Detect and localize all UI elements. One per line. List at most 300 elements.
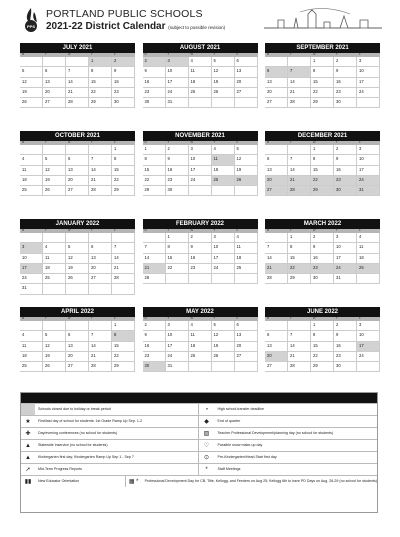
week-row	[265, 233, 380, 243]
week-row	[143, 88, 258, 98]
day-cell: 6	[66, 331, 89, 341]
day-cell	[20, 57, 43, 67]
weekday-label: W	[68, 141, 71, 144]
legend-symbol: ▮▮	[24, 479, 32, 485]
day-cell	[143, 233, 166, 243]
day-cell	[66, 145, 89, 155]
day-cell	[265, 145, 288, 155]
day-cell: 9	[189, 243, 212, 253]
day-cell: 14	[265, 254, 288, 264]
legend-text: Schools closed due to holiday or break period	[38, 407, 111, 411]
day-cell: 22	[311, 88, 334, 98]
day-cell	[235, 274, 258, 284]
day-cell: 5	[43, 155, 66, 165]
day-cell	[66, 284, 89, 294]
day-cell: 29	[112, 362, 135, 372]
weekday-label: T	[45, 141, 47, 144]
day-cell: 10	[357, 67, 380, 77]
day-cell	[89, 145, 112, 155]
weekday-label: F	[114, 53, 116, 56]
day-cell	[288, 145, 311, 155]
day-cell: 15	[166, 254, 189, 264]
weekday-label: T	[91, 229, 93, 232]
day-cell: 29	[112, 186, 135, 196]
week-row	[265, 362, 380, 372]
day-cell: 24	[189, 176, 212, 186]
day-cell: 18	[212, 166, 235, 176]
day-cell: 31	[166, 362, 189, 372]
day-cell	[288, 321, 311, 331]
day-cell: 2	[143, 57, 166, 67]
week-row	[20, 88, 135, 98]
day-cell: 20	[265, 176, 288, 186]
day-cell: 30	[334, 186, 357, 196]
day-cell: 29	[311, 362, 334, 372]
day-cell: 10	[166, 67, 189, 77]
day-cell: 24	[212, 264, 235, 274]
week-row	[265, 342, 380, 352]
week-row	[20, 352, 135, 362]
day-cell	[212, 362, 235, 372]
day-cell: 15	[288, 254, 311, 264]
day-cell: 31	[20, 284, 43, 294]
day-cell: 16	[166, 166, 189, 176]
day-cell	[66, 233, 89, 243]
day-cell: 9	[334, 155, 357, 165]
day-cell	[89, 233, 112, 243]
legend-row	[21, 403, 377, 415]
day-cell	[20, 145, 43, 155]
day-cell: 30	[112, 98, 135, 108]
day-cell: 29	[288, 274, 311, 284]
day-cell: 18	[235, 254, 258, 264]
month-calendar	[20, 219, 135, 295]
day-cell: 4	[212, 145, 235, 155]
weekday-label: F	[236, 317, 239, 320]
day-cell: 13	[89, 254, 112, 264]
day-cell: 8	[311, 155, 334, 165]
weekday-label: M	[144, 229, 147, 232]
day-cell: 13	[66, 342, 89, 352]
legend-text: Mid-Term Progress Reports	[38, 467, 82, 471]
day-cell: 29	[89, 98, 112, 108]
day-cell: 16	[143, 342, 166, 352]
day-cell: 15	[112, 166, 135, 176]
day-cell: 16	[334, 78, 357, 88]
day-cell: 16	[112, 78, 135, 88]
day-cell	[235, 98, 258, 108]
month-title: SEPTEMBER 2021	[265, 43, 380, 53]
day-cell: 25	[235, 264, 258, 274]
weekday-label: W	[68, 317, 71, 320]
day-cell: 24	[334, 264, 357, 274]
day-cell: 26	[212, 88, 235, 98]
day-cell: 3	[357, 57, 380, 67]
week-row	[265, 145, 380, 155]
day-cell: 10	[166, 331, 189, 341]
day-cell: 20	[265, 88, 288, 98]
day-cell: 14	[288, 342, 311, 352]
week-row	[20, 331, 135, 341]
day-cell: 3	[212, 233, 235, 243]
month-title: APRIL 2022	[20, 307, 135, 317]
day-cell: 24	[357, 352, 380, 362]
calendar-title: 2021-22 District Calendar (subject to possible revision)	[46, 21, 226, 32]
week-row	[265, 88, 380, 98]
calendar-header	[20, 6, 382, 40]
month-calendar	[143, 307, 258, 372]
day-cell: 5	[212, 57, 235, 67]
weekday-label: M	[267, 141, 270, 144]
day-cell: 5	[235, 145, 258, 155]
day-cell: 16	[334, 342, 357, 352]
day-cell: 5	[43, 331, 66, 341]
day-cell: 20	[66, 176, 89, 186]
week-row	[265, 166, 380, 176]
day-cell: 7	[143, 243, 166, 253]
weekday-label: F	[114, 317, 116, 320]
day-cell: 24	[357, 176, 380, 186]
day-cell: 30	[334, 362, 357, 372]
day-cell	[112, 233, 135, 243]
day-cell: 21	[288, 352, 311, 362]
legend-row	[21, 475, 377, 487]
day-cell: 15	[311, 342, 334, 352]
day-cell: 18	[189, 342, 212, 352]
day-cell: 15	[143, 166, 166, 176]
day-cell	[43, 321, 66, 331]
day-cell: 25	[189, 352, 212, 362]
day-cell: 23	[334, 88, 357, 98]
day-cell: 10	[334, 243, 357, 253]
weekday-label: F	[359, 229, 361, 232]
day-cell: 23	[189, 264, 212, 274]
day-cell: 20	[235, 78, 258, 88]
day-cell	[357, 274, 380, 284]
day-cell: 3	[166, 57, 189, 67]
weekday-label: F	[359, 317, 361, 320]
day-cell: 10	[189, 155, 212, 165]
day-cell	[212, 274, 235, 284]
legend-text: Pre-Kindergarten/Head Start first day	[217, 455, 277, 459]
day-cell: 9	[143, 67, 166, 77]
week-row	[265, 78, 380, 88]
weekday-label: M	[22, 53, 25, 56]
month-title: FEBRUARY 2022	[143, 219, 258, 229]
legend-symbol: ▲	[25, 454, 31, 461]
week-row	[143, 57, 258, 67]
week-row	[20, 78, 135, 88]
day-cell: 12	[43, 166, 66, 176]
district-name: PORTLAND PUBLIC SCHOOLS	[46, 8, 203, 20]
day-cell: 20	[235, 342, 258, 352]
weekday-label: T	[167, 141, 170, 144]
day-cell: 27	[265, 98, 288, 108]
week-row	[265, 186, 380, 196]
week-row	[143, 264, 258, 274]
day-cell: 17	[166, 342, 189, 352]
day-cell: 17	[357, 78, 380, 88]
day-cell: 26	[43, 186, 66, 196]
day-cell: 18	[357, 254, 380, 264]
day-cell: 12	[212, 331, 235, 341]
legend-header	[21, 393, 377, 403]
day-cell: 19	[235, 166, 258, 176]
week-row	[143, 98, 258, 108]
skyline-illustration	[264, 6, 382, 32]
week-row	[20, 98, 135, 108]
day-cell: 13	[43, 78, 66, 88]
day-cell: 5	[66, 243, 89, 253]
day-cell: 20	[265, 352, 288, 362]
day-cell: 14	[89, 166, 112, 176]
day-cell: 6	[265, 331, 288, 341]
day-cell: 9	[311, 243, 334, 253]
weekday-label: T	[336, 53, 338, 56]
month-title: JUNE 2022	[265, 307, 380, 317]
day-cell: 2	[112, 57, 135, 67]
day-cell: 8	[311, 67, 334, 77]
day-cell	[43, 284, 66, 294]
legend-row	[21, 439, 377, 451]
legend-symbol	[21, 404, 35, 415]
legend-text: Professional Development Day for CB, Title, Kellogg, and Feeders on Aug 25; Kellogg 6th to have PD Days on Aug. 26-29 (no school for students)	[144, 479, 377, 483]
day-cell: 20	[66, 352, 89, 362]
day-cell	[166, 274, 189, 284]
weekday-label: W	[313, 229, 316, 232]
weekday-label: W	[190, 53, 193, 56]
week-row	[20, 57, 135, 67]
day-cell	[357, 98, 380, 108]
day-cell: 27	[235, 352, 258, 362]
day-cell: 30	[166, 186, 189, 196]
weekday-label: M	[22, 229, 25, 232]
week-row	[20, 186, 135, 196]
day-cell: 27	[66, 186, 89, 196]
day-cell: 2	[334, 145, 357, 155]
weekday-label: T	[91, 53, 93, 56]
day-cell: 9	[143, 331, 166, 341]
month-calendar	[143, 43, 258, 108]
day-cell: 31	[334, 274, 357, 284]
month-calendar	[265, 219, 380, 284]
day-cell: 12	[235, 155, 258, 165]
day-cell: 15	[311, 78, 334, 88]
weekday-label: M	[144, 317, 147, 320]
day-cell: 1	[288, 233, 311, 243]
day-cell: 23	[143, 352, 166, 362]
legend-row	[21, 415, 377, 427]
week-row	[265, 243, 380, 253]
week-row	[143, 321, 258, 331]
day-cell: 30	[311, 274, 334, 284]
legend-row	[21, 451, 377, 463]
day-cell: 15	[112, 342, 135, 352]
week-row	[143, 342, 258, 352]
weekday-label: T	[213, 141, 216, 144]
week-row	[143, 233, 258, 243]
weekday-label: W	[313, 141, 316, 144]
legend-text: New Educator Orientation	[38, 479, 80, 483]
legend-symbol: ✚	[25, 431, 31, 437]
day-cell: 4	[20, 331, 43, 341]
day-cell: 16	[143, 78, 166, 88]
day-cell: 13	[265, 78, 288, 88]
day-cell: 8	[112, 331, 135, 341]
day-cell: 24	[166, 352, 189, 362]
day-cell: 25	[357, 264, 380, 274]
week-row	[20, 274, 135, 284]
day-cell: 21	[89, 352, 112, 362]
day-cell	[43, 145, 66, 155]
day-cell	[235, 186, 258, 196]
month-calendar	[143, 219, 258, 284]
week-row	[143, 254, 258, 264]
week-row	[20, 254, 135, 264]
day-cell: 29	[311, 186, 334, 196]
week-row	[20, 155, 135, 165]
day-cell: 17	[166, 78, 189, 88]
day-cell: 9	[334, 331, 357, 341]
day-cell: 7	[265, 243, 288, 253]
weekday-label: F	[236, 141, 239, 144]
weekday-label: T	[290, 141, 292, 144]
weekday-label: M	[144, 53, 147, 56]
week-row	[265, 155, 380, 165]
weekday-label: F	[236, 53, 239, 56]
day-cell: 19	[43, 176, 66, 186]
day-cell: 1	[112, 145, 135, 155]
day-cell: 26	[66, 274, 89, 284]
day-cell	[235, 362, 258, 372]
day-cell: 15	[311, 166, 334, 176]
day-cell: 19	[212, 342, 235, 352]
day-cell	[265, 57, 288, 67]
day-cell: 21	[265, 264, 288, 274]
month-title: MAY 2022	[143, 307, 258, 317]
legend-text: High school transfer deadline	[217, 407, 265, 411]
day-cell: 13	[235, 331, 258, 341]
day-cell	[66, 57, 89, 67]
week-row	[265, 57, 380, 67]
day-cell: 23	[166, 176, 189, 186]
month-calendar	[143, 131, 258, 196]
day-cell: 11	[235, 243, 258, 253]
day-cell: 20	[89, 264, 112, 274]
weekday-label: W	[313, 317, 316, 320]
weekday-label: T	[290, 53, 292, 56]
day-cell: 8	[143, 155, 166, 165]
day-cell: 28	[89, 186, 112, 196]
week-row	[143, 331, 258, 341]
day-cell: 18	[189, 78, 212, 88]
day-cell: 27	[265, 186, 288, 196]
day-cell: 13	[235, 67, 258, 77]
legend-text: First/last day of school for students: 1st Grade Ramp Up Sep. 1-2	[38, 419, 143, 423]
week-row	[20, 233, 135, 243]
legend-symbol: ⊙	[198, 452, 215, 463]
month-title: OCTOBER 2021	[20, 131, 135, 141]
week-row	[265, 352, 380, 362]
day-cell: 29	[143, 186, 166, 196]
legend-text: Day/evening conferences (no school for students)	[38, 431, 118, 435]
week-row	[20, 243, 135, 253]
day-cell: 28	[143, 274, 166, 284]
weekday-label: F	[236, 229, 239, 232]
day-cell: 1	[112, 321, 135, 331]
day-cell: 3	[166, 321, 189, 331]
day-cell: 7	[288, 331, 311, 341]
week-row	[143, 243, 258, 253]
day-cell: 28	[265, 274, 288, 284]
day-cell: 3	[357, 145, 380, 155]
week-row	[143, 67, 258, 77]
month-calendar	[265, 43, 380, 108]
day-cell: 13	[265, 166, 288, 176]
day-cell: 20	[43, 88, 66, 98]
day-cell: 12	[212, 67, 235, 77]
day-cell: 11	[212, 155, 235, 165]
day-cell: 8	[288, 243, 311, 253]
weekday-label: T	[213, 317, 216, 320]
day-cell: 5	[212, 321, 235, 331]
weekday-label: F	[114, 141, 116, 144]
day-cell: 21	[288, 88, 311, 98]
weekday-label: W	[68, 53, 71, 56]
day-cell: 8	[112, 155, 135, 165]
week-row	[20, 342, 135, 352]
day-cell: 21	[112, 264, 135, 274]
day-cell: 29	[311, 98, 334, 108]
day-cell: 22	[311, 352, 334, 362]
day-cell: 9	[112, 67, 135, 77]
day-cell: 16	[189, 254, 212, 264]
legend-symbol: ♡	[198, 440, 215, 451]
legend-text: Staff Meetings	[217, 467, 241, 471]
weekday-label: M	[267, 229, 270, 232]
day-cell: 17	[212, 254, 235, 264]
day-cell	[265, 321, 288, 331]
day-cell: 11	[357, 243, 380, 253]
day-cell: 31	[357, 186, 380, 196]
day-cell: 10	[357, 155, 380, 165]
day-cell: 14	[112, 254, 135, 264]
day-cell: 9	[334, 67, 357, 77]
day-cell: 12	[20, 78, 43, 88]
day-cell: 6	[89, 243, 112, 253]
day-cell: 14	[66, 78, 89, 88]
day-cell: 2	[189, 233, 212, 243]
day-cell: 27	[265, 362, 288, 372]
day-cell: 17	[20, 264, 43, 274]
legend-text: Teacher Professional Development/planning day (no school for students)	[217, 431, 334, 435]
day-cell: 24	[357, 88, 380, 98]
day-cell	[189, 98, 212, 108]
day-cell: 26	[235, 176, 258, 186]
day-cell: 7	[288, 155, 311, 165]
week-row	[143, 352, 258, 362]
day-cell	[212, 98, 235, 108]
weekday-label: T	[45, 53, 47, 56]
day-cell: 6	[235, 321, 258, 331]
day-cell	[20, 321, 43, 331]
day-cell: 22	[288, 264, 311, 274]
day-cell: 21	[66, 88, 89, 98]
day-cell	[43, 57, 66, 67]
day-cell: 23	[143, 88, 166, 98]
week-row	[143, 78, 258, 88]
day-cell: 7	[66, 67, 89, 77]
